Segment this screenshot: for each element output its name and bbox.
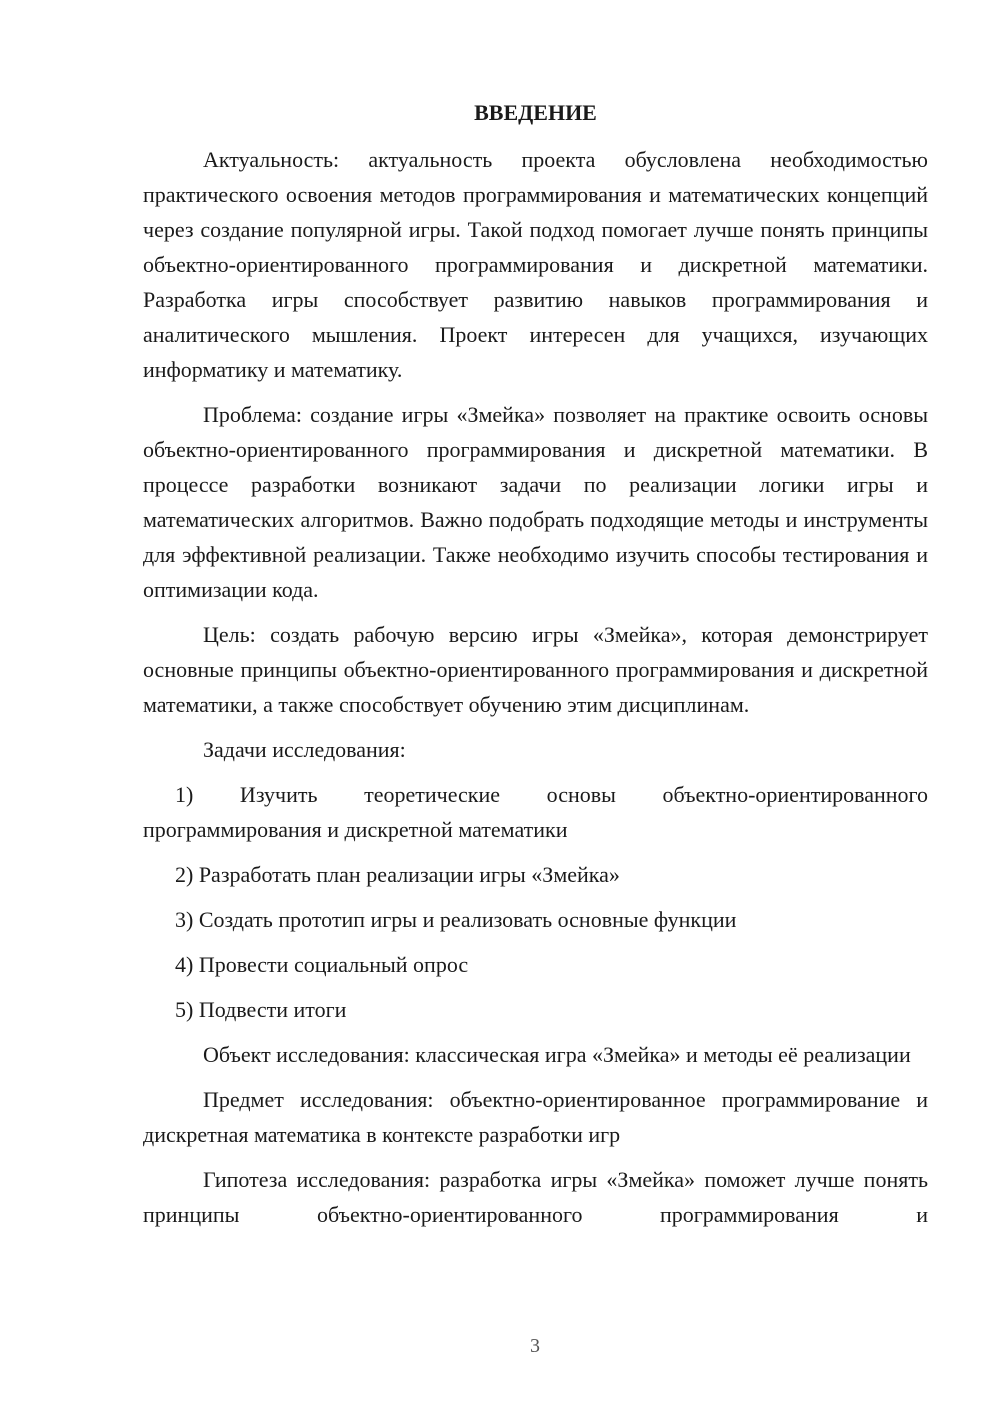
- task-item-2: 2) Разработать план реализации игры «Змейка»: [175, 862, 620, 887]
- task-item-5: 5) Подвести итоги: [175, 997, 347, 1022]
- paragraph-relevance: Актуальность: актуальность проекта обусловлена необходимостью практического освоения методов программирования и математических концепций через создание популярной игры. Такой подход помогает лучше понять принципы объектно-ориентированного программирования и дискретной математики. Разработка игры способствует развитию навыков программирования и аналитического мышления. Проект интересен для учащихся, изучающих информатику и математику.: [143, 147, 928, 382]
- paragraph-problem: Проблема: создание игры «Змейка» позволяет на практике освоить основы объектно-ориентированного программирования и дискретной математики. В процессе разработки возникают задачи по реализации логики игры и математических алгоритмов. Важно подобрать подходящие методы и инструменты для эффективной реализации. Также необходимо изучить способы тестирования и оптимизации кода.: [143, 402, 928, 602]
- paragraph-goal: Цель: создать рабочую версию игры «Змейка», которая демонстрирует основные принципы объектно-ориентированного программирования и дискретной математики, а также способствует обучению этим дисциплинам.: [143, 622, 928, 717]
- document-body: [143, 142, 928, 1242]
- task-item-1: 1) Изучить теоретические основы объектно-ориентированного программирования и дискретной математики: [143, 782, 928, 842]
- task-item-4: 4) Провести социальный опрос: [175, 952, 469, 977]
- page-number: 3: [530, 1335, 540, 1357]
- paragraph-subject: Предмет исследования: объектно-ориентированное программирование и дискретная математика в контексте разработки игр: [143, 1087, 928, 1147]
- paragraph-hypothesis: Гипотеза исследования: разработка игры «Змейка» поможет лучше понять принципы объектно-ориентированного программирования и: [143, 1167, 928, 1227]
- paragraph-object: Объект исследования: классическая игра «Змейка» и методы её реализации: [203, 1042, 911, 1067]
- section-title: ВВЕДЕНИЕ: [474, 100, 597, 125]
- tasks-heading: Задачи исследования:: [203, 737, 406, 762]
- task-item-3: 3) Создать прототип игры и реализовать основные функции: [175, 907, 737, 932]
